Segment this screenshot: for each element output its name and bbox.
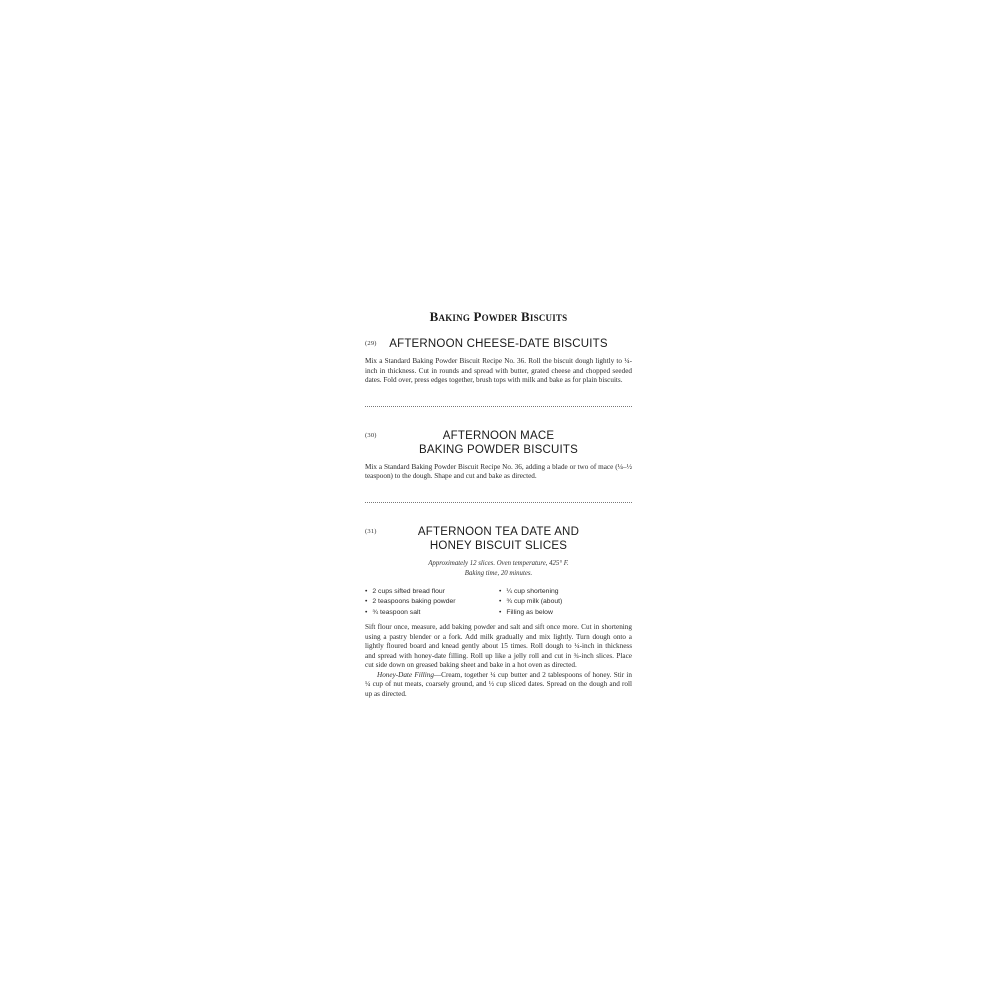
recipe-30 — [365, 429, 632, 482]
ingredient-item: • Filling as below — [499, 608, 632, 619]
ingredients-column-right — [499, 587, 632, 619]
dotted-divider — [365, 406, 632, 407]
recipe-number: (31) — [365, 527, 377, 535]
recipe-heading — [365, 525, 632, 553]
recipe-yield-info — [365, 559, 632, 579]
recipe-title-line-2: HONEY BISCUIT SLICES — [429, 539, 568, 552]
recipe-31 — [365, 525, 632, 700]
dotted-divider — [365, 502, 632, 503]
recipe-instructions: Mix a Standard Baking Powder Biscuit Recipe No. 36, adding a blade or two of mace (¼–½ teaspoon) to the dough. Shape and cut and bake as directed. — [365, 462, 632, 480]
recipe-number: (29) — [365, 340, 377, 347]
baking-time: Baking time, 20 minutes. — [464, 569, 533, 577]
ingredient-item: • ¾ cup milk (about) — [499, 597, 632, 608]
recipe-title-line-1: AFTERNOON TEA DATE AND — [417, 525, 580, 538]
ingredient-item: • ¼ cup shortening — [499, 587, 632, 598]
ingredients-list — [365, 587, 632, 619]
recipe-title-line-2: BAKING POWDER BISCUITS — [418, 443, 579, 456]
recipe-heading — [365, 429, 632, 457]
ingredient-item: • 2 teaspoons baking powder — [365, 597, 499, 608]
recipe-number: (30) — [365, 431, 377, 439]
filling-label: Honey-Date Filling — [377, 670, 434, 679]
ingredients-column-left — [365, 587, 499, 619]
recipe-title-line-1: AFTERNOON MACE — [442, 429, 555, 442]
cookbook-page — [365, 300, 632, 699]
recipe-29 — [365, 337, 632, 386]
yield-temperature: Approximately 12 slices. Oven temperature, 425° F. — [428, 559, 569, 567]
recipe-heading — [365, 337, 632, 351]
ingredient-item: • ¾ teaspoon salt — [365, 608, 499, 619]
ingredient-item: • 2 cups sifted bread flour — [365, 587, 499, 598]
recipe-instructions: Mix a Standard Baking Powder Biscuit Recipe No. 36. Roll the biscuit dough lightly to ¼-inch in thickness. Cut in rounds and spread with butter, grated cheese and chopped seeded dates. Fold over, press edges together, brush tops with milk and bake as for plain biscuits. — [365, 357, 632, 384]
section-title: Baking Powder Biscuits — [429, 309, 568, 324]
filling-text: —Cream, together ¼ cup butter and 2 tablespoons of honey. Stir in ¼ cup of nut meats, coarsely ground, and ½ cup sliced dates. Spread on the dough and roll up as directed. — [365, 670, 632, 698]
recipe-method: Sift flour once, measure, add baking powder and salt and sift once more. Cut in shortening using a pastry blender or a fork. Add milk gradually and mix lightly. Turn dough onto a lightly floured board and knead gently about 15 times. Roll dough to ¼-inch in thickness and spread with honey-date filling. Roll up like a jelly roll and cut in ¾-inch slices. Place cut side down on greased baking sheet and bake in a hot oven as directed. — [365, 623, 632, 669]
filling-paragraph — [365, 671, 632, 700]
recipe-title: AFTERNOON CHEESE-DATE BISCUITS — [389, 338, 608, 350]
